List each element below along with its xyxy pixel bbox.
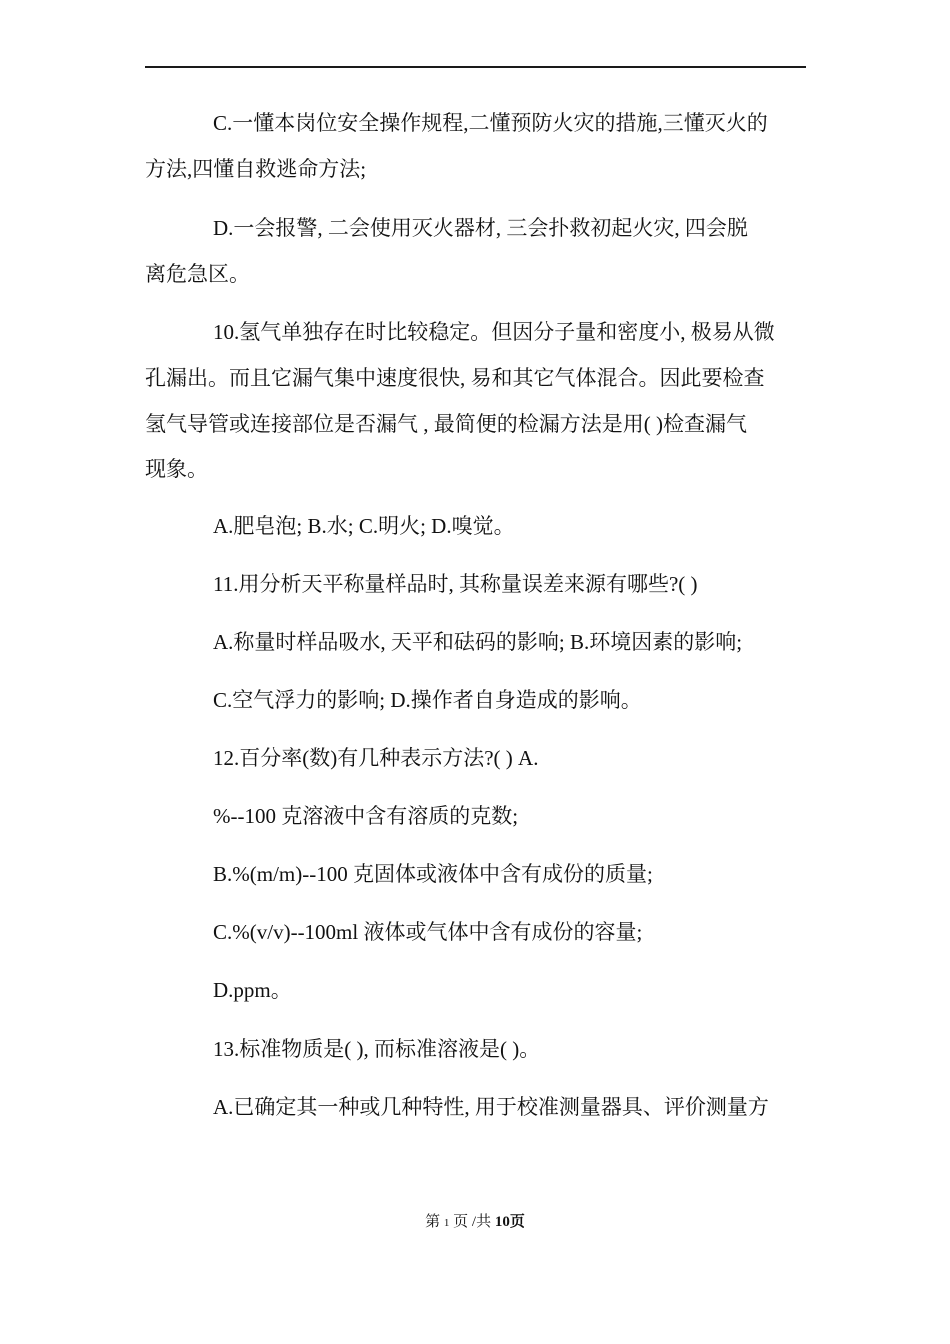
text-line: 离危急区。 — [145, 262, 250, 286]
text-line: C.一懂本岗位安全操作规程,二懂预防火灾的措施,三懂灭火的 — [213, 111, 768, 135]
text-line: 氢气导管或连接部位是否漏气 , 最简便的检漏方法是用( )检查漏气 — [145, 412, 747, 436]
text-line: A.肥皂泡; B.水; C.明火; D.嗅觉。 — [213, 514, 515, 538]
text-line: 现象。 — [145, 457, 208, 481]
page-footer — [0, 1212, 950, 1233]
text-line: 10.氢气单独存在时比较稳定。但因分子量和密度小, 极易从微 — [213, 320, 775, 344]
footer-prefix: 第 — [425, 1214, 441, 1230]
text-line: C.空气浮力的影响; D.操作者自身造成的影响。 — [213, 688, 642, 712]
header-rule — [145, 66, 806, 68]
text-line: 11.用分析天平称量样品时, 其称量误差来源有哪些?( ) — [213, 572, 698, 596]
footer-page-number: 1 — [443, 1217, 450, 1229]
text-line: A.已确定其一种或几种特性, 用于校准测量器具、评价测量方 — [213, 1095, 769, 1119]
text-line: C.%(v/v)--100ml 液体或气体中含有成份的容量; — [213, 920, 643, 944]
text-line: 孔漏出。而且它漏气集中速度很快, 易和其它气体混合。因此要检查 — [145, 366, 765, 390]
footer-middle: 页 /共 — [453, 1214, 492, 1230]
text-line: A.称量时样品吸水, 天平和砝码的影响; B.环境因素的影响; — [213, 630, 743, 654]
text-line: B.%(m/m)--100 克固体或液体中含有成份的质量; — [213, 862, 653, 886]
text-line: %--100 克溶液中含有溶质的克数; — [213, 804, 519, 828]
text-line: 方法,四懂自救逃命方法; — [145, 157, 367, 181]
text-line: 13.标准物质是( ), 而标准溶液是( )。 — [213, 1037, 541, 1061]
text-line: 12.百分率(数)有几种表示方法?( ) A. — [213, 746, 539, 770]
text-line: D.ppm。 — [213, 978, 292, 1002]
footer-suffix: 页 — [509, 1214, 525, 1230]
footer-total-pages: 10 — [494, 1214, 510, 1230]
text-line: D.一会报警, 二会使用灭火器材, 三会扑救初起火灾, 四会脱 — [213, 216, 748, 240]
